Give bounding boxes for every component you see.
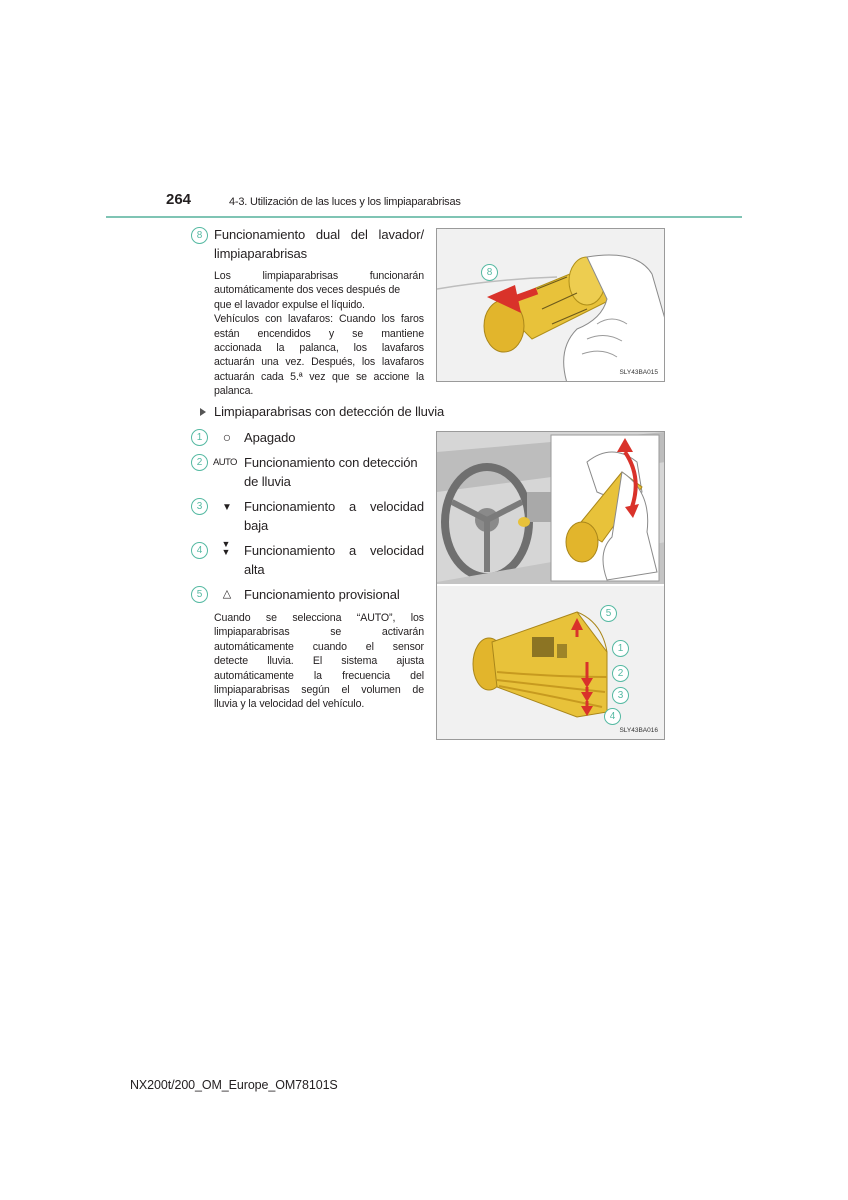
rain-description — [214, 611, 424, 712]
auto-symbol-icon: AUTO — [213, 457, 237, 468]
desc-line: están encendidos y se mantiene — [214, 327, 424, 340]
item-4-label-line1: Funcionamiento a velocidad — [244, 543, 424, 558]
item-4-label-line2: alta — [244, 562, 265, 577]
figure-rain-sensing-wipers — [436, 431, 665, 740]
desc-line: palanca. — [214, 385, 254, 398]
desc-line: limpiaparabrisas según el volumen de — [214, 683, 424, 696]
item-2-label-line1: Funcionamiento con detección — [244, 455, 418, 470]
rain-wiper-illustration — [437, 432, 665, 740]
figure-callout: 8 — [481, 264, 498, 281]
washer-lever-illustration — [437, 229, 665, 382]
item-8-description — [214, 269, 424, 399]
desc-line: accionada la palanca, los lavafaros — [214, 341, 424, 354]
item-8-title-line1: Funcionamiento dual del lavador/ — [214, 227, 424, 242]
desc-line: limpiaparabrisas se activarán — [214, 626, 424, 639]
desc-line: actuarán cada 5.ª vez que se accione la — [214, 370, 424, 383]
header-rule — [106, 216, 742, 218]
item-8-title-line2: limpiaparabrisas — [214, 246, 308, 261]
item-2-label-line2: de lluvia — [244, 474, 291, 489]
section-title: 4-3. Utilización de las luces y los limpiaparabrisas — [229, 196, 461, 208]
item-8-number: 8 — [191, 227, 208, 244]
figure-code: SLY43BA015 — [619, 369, 658, 376]
desc-line: automáticamente la frecuencia del — [214, 669, 424, 682]
desc-line: automáticamente dos veces después de — [214, 284, 401, 297]
item-2-number: 2 — [191, 454, 208, 471]
item-3-label-line1: Funcionamiento a velocidad — [244, 499, 424, 514]
item-5-label: Funcionamiento provisional — [244, 587, 400, 602]
desc-line: que el lavador expulse el líquido. — [214, 298, 365, 311]
desc-line: actuarán una vez. Después, los lavafaros — [214, 356, 424, 369]
rain-section-heading: Limpiaparabrisas con detección de lluvia — [214, 404, 445, 419]
page-number: 264 — [166, 191, 192, 208]
bullet-triangle-icon — [200, 408, 206, 416]
figure-code: SLY43BA016 — [619, 727, 658, 734]
footer-doc-code: NX200t/200_OM_Europe_OM78101S — [130, 1078, 338, 1092]
desc-line: lluvia y la velocidad del vehículo. — [214, 698, 365, 711]
temporary-triangle-icon: △ — [222, 588, 232, 600]
desc-line: Vehículos con lavafaros: Cuando los faros — [214, 313, 424, 326]
off-circle-icon: ○ — [222, 429, 232, 445]
figure-callout: 1 — [612, 640, 629, 657]
item-3-label-line2: baja — [244, 518, 269, 533]
figure-callout: 3 — [612, 687, 629, 704]
item-5-number: 5 — [191, 586, 208, 603]
desc-line: Cuando se selecciona “AUTO”, los — [214, 612, 424, 624]
desc-line: detecte lluvia. El sistema ajusta — [214, 655, 424, 668]
figure-washer-lever — [436, 228, 665, 382]
figure-callout: 2 — [612, 665, 629, 682]
figure-callout: 4 — [604, 708, 621, 725]
item-4-number: 4 — [191, 542, 208, 559]
high-speed-triangles-icon: ▼▼ — [221, 539, 231, 557]
item-1-label: Apagado — [244, 430, 296, 445]
desc-line: Los limpiaparabrisas funcionarán — [214, 270, 424, 282]
item-1-number: 1 — [191, 429, 208, 446]
low-speed-triangle-icon: ▼ — [222, 502, 232, 513]
desc-line: automáticamente cuando el sensor — [214, 640, 424, 653]
item-3-number: 3 — [191, 498, 208, 515]
figure-callout: 5 — [600, 605, 617, 622]
